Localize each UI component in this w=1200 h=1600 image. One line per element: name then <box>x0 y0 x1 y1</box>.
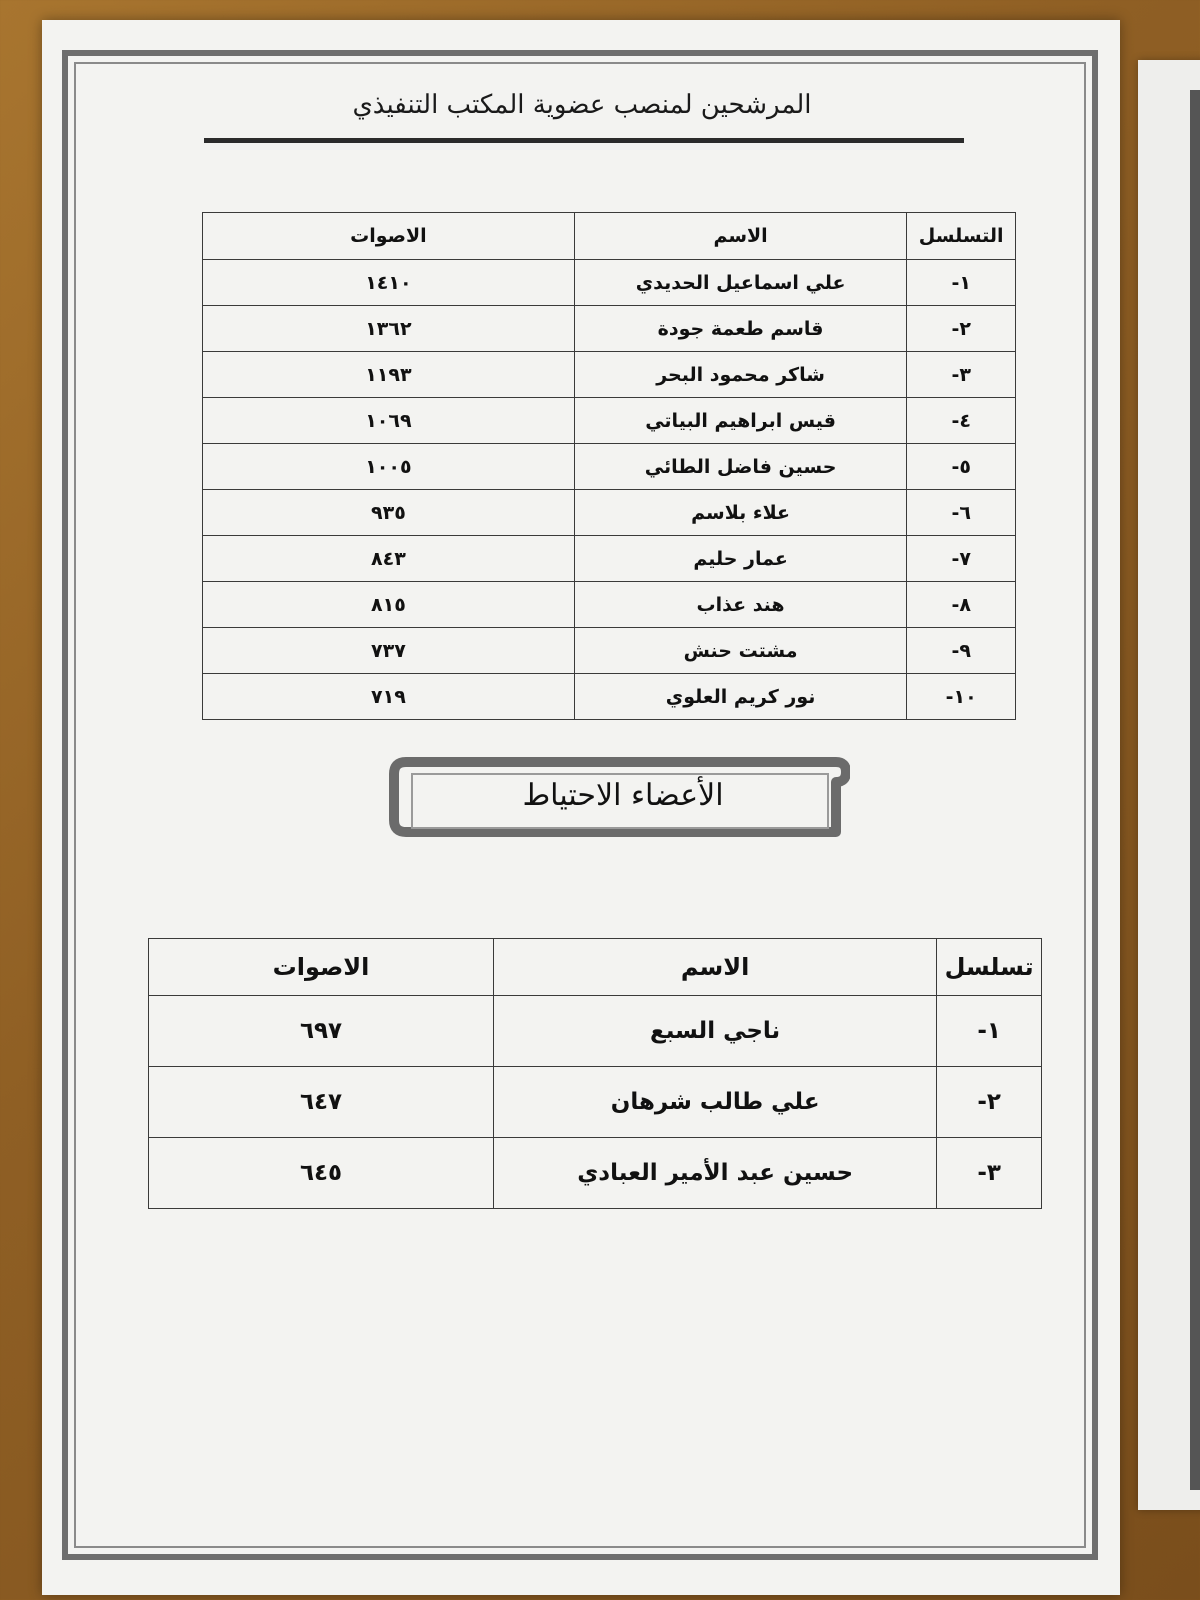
row-name: حسين عبد الأمير العبادي <box>494 1138 937 1209</box>
row-votes: ٦٤٥ <box>149 1138 494 1209</box>
row-name: قيس ابراهيم البياتي <box>574 398 907 444</box>
table-row <box>203 628 1016 674</box>
table-row <box>203 398 1016 444</box>
row-votes: ١٠٠٥ <box>203 444 575 490</box>
row-seq: ٣- <box>937 1138 1042 1209</box>
title-underline <box>204 138 964 143</box>
row-votes: ١٠٦٩ <box>203 398 575 444</box>
banner-title: الأعضاء الاحتياط <box>522 778 724 813</box>
row-votes: ٧٣٧ <box>203 628 575 674</box>
header-name: الاسم <box>574 213 907 260</box>
row-votes: ٨٤٣ <box>203 536 575 582</box>
table-row <box>149 1138 1042 1209</box>
header-seq: تسلسل <box>937 939 1042 996</box>
row-name: قاسم طعمة جودة <box>574 306 907 352</box>
row-votes: ١١٩٣ <box>203 352 575 398</box>
row-votes: ١٣٦٢ <box>203 306 575 352</box>
row-name: عمار حليم <box>574 536 907 582</box>
header-votes: الاصوات <box>203 213 575 260</box>
row-seq: ٨- <box>907 582 1016 628</box>
table-row <box>203 582 1016 628</box>
table-row <box>203 490 1016 536</box>
row-votes: ٨١٥ <box>203 582 575 628</box>
header-votes: الاصوات <box>149 939 494 996</box>
table-row <box>203 536 1016 582</box>
row-votes: ٦٩٧ <box>149 996 494 1067</box>
row-name: شاكر محمود البحر <box>574 352 907 398</box>
row-votes: ١٤١٠ <box>203 260 575 306</box>
row-votes: ٧١٩ <box>203 674 575 720</box>
row-name: نور كريم العلوي <box>574 674 907 720</box>
row-votes: ٦٤٧ <box>149 1067 494 1138</box>
reserve-members-table <box>148 938 1042 1209</box>
table-header-row <box>149 939 1042 996</box>
row-votes: ٩٣٥ <box>203 490 575 536</box>
table-row <box>149 996 1042 1067</box>
reserve-members-banner <box>388 748 850 850</box>
adjacent-paper-border <box>1190 90 1200 1490</box>
row-name: مشتت حنش <box>574 628 907 674</box>
header-seq: التسلسل <box>907 213 1016 260</box>
table-row <box>203 674 1016 720</box>
row-seq: ٦- <box>907 490 1016 536</box>
row-name: علي اسماعيل الحديدي <box>574 260 907 306</box>
row-seq: ١- <box>907 260 1016 306</box>
row-seq: ٢- <box>937 1067 1042 1138</box>
row-seq: ٩- <box>907 628 1016 674</box>
row-seq: ٥- <box>907 444 1016 490</box>
row-name: حسين فاضل الطائي <box>574 444 907 490</box>
document-page <box>42 20 1120 1595</box>
page-title: المرشحين لمنصب عضوية المكتب التنفيذي <box>352 90 812 120</box>
row-seq: ٧- <box>907 536 1016 582</box>
table-row <box>203 444 1016 490</box>
table-row <box>203 352 1016 398</box>
row-seq: ٢- <box>907 306 1016 352</box>
row-seq: ٣- <box>907 352 1016 398</box>
table-row <box>149 1067 1042 1138</box>
row-seq: ١- <box>937 996 1042 1067</box>
header-name: الاسم <box>494 939 937 996</box>
candidates-table <box>202 212 1016 720</box>
row-name: علاء بلاسم <box>574 490 907 536</box>
table-row <box>203 260 1016 306</box>
row-name: ناجي السبع <box>494 996 937 1067</box>
row-seq: ١٠- <box>907 674 1016 720</box>
adjacent-paper-sheet <box>1138 60 1200 1510</box>
row-name: هند عذاب <box>574 582 907 628</box>
row-seq: ٤- <box>907 398 1016 444</box>
table-row <box>203 306 1016 352</box>
row-name: علي طالب شرهان <box>494 1067 937 1138</box>
table-header-row <box>203 213 1016 260</box>
